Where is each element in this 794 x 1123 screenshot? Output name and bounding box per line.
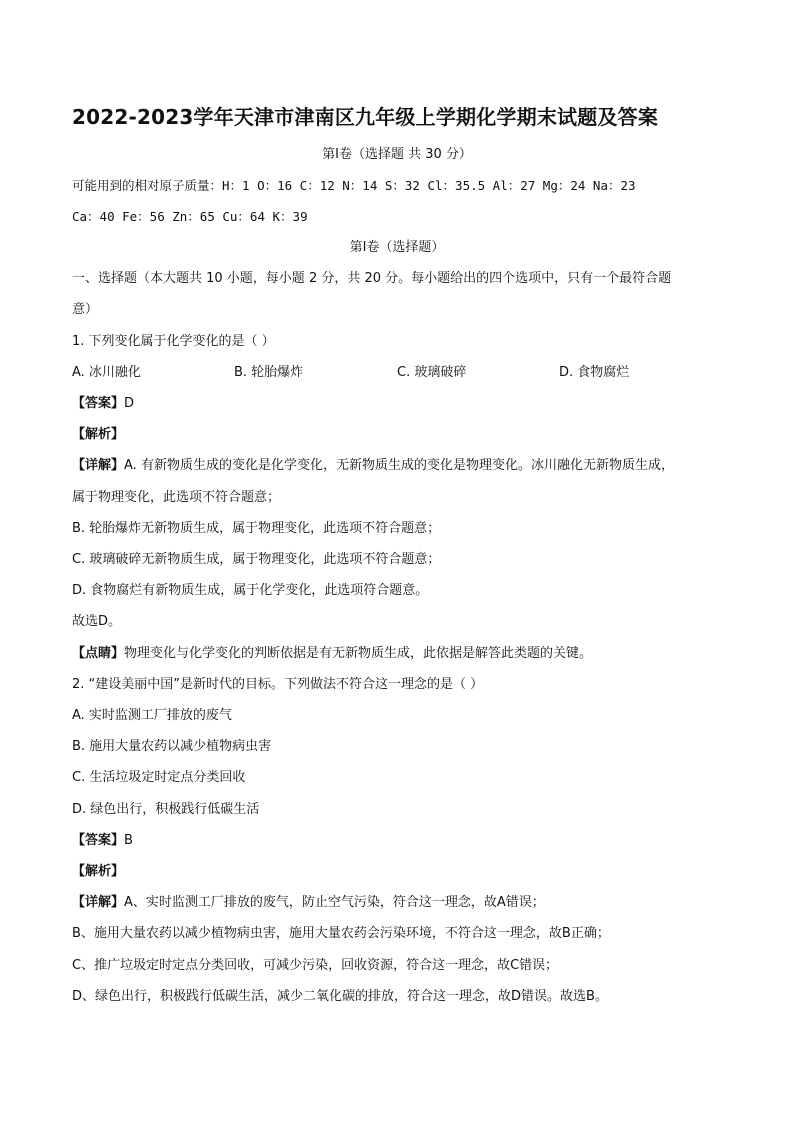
q2-detail-line-1 <box>72 894 545 912</box>
q2-option-c: C. 生活垃圾定时定点分类回收 <box>72 770 246 785</box>
q2-answer <box>72 832 133 850</box>
q1-option-b: B. 轮胎爆炸 <box>234 365 304 380</box>
q1-detail-line-6: 故选D。 <box>72 614 122 629</box>
q1-detail-line-3: B. 轮胎爆炸无新物质生成，属于物理变化，此选项不符合题意； <box>72 521 441 536</box>
q1-analysis-tag: 【解析】 <box>72 427 125 442</box>
q2-analysis-tag: 【解析】 <box>72 864 125 879</box>
q1-detail-line-5: D. 食物腐烂有新物质生成，属于化学变化，此选项符合题意。 <box>72 583 429 598</box>
q2-detail-text-1: A、实时监测工厂排放的废气，防止空气污染，符合这一理念，故A错误； <box>124 895 545 910</box>
q1-answer-value: D <box>124 396 135 411</box>
q1-detail-line-1 <box>72 457 674 475</box>
q2-detail-line-3: C、推广垃圾定时定点分类回收，可减少污染，回收资源，符合这一理念，故C错误； <box>72 958 559 973</box>
atomic-masses-line-1: 可能用到的相对原子质量：H：1 O：16 C：12 N：14 S：32 Cl：35.5 Al：27 Mg：24 Na：23 <box>72 178 636 193</box>
section-intro-line-1: 一、选择题（本大题共 10 小题，每小题 2 分，共 20 分。每小题给出的四个选项中，只有一个最符合题 <box>72 271 672 286</box>
q1-option-d: D. 食物腐烂 <box>559 365 630 380</box>
document-title: 2022-2023学年天津市津南区九年级上学期化学期末试题及答案 <box>72 105 659 129</box>
q2-detail-tag: 【详解】 <box>72 895 125 910</box>
q2-answer-value: B <box>124 833 133 848</box>
section-intro-line-2: 意） <box>72 302 99 317</box>
q2-detail-line-4: D、绿色出行，积极践行低碳生活，减少二氧化碳的排放，符合这一理念，故D错误。故选B。 <box>72 989 608 1004</box>
q2-detail-line-2: B、施用大量农药以减少植物病虫害，施用大量农药会污染环境，不符合这一理念，故B正确； <box>72 926 610 941</box>
q1-answer-tag: 【答案】 <box>72 396 125 411</box>
q1-option-c: C. 玻璃破碎 <box>397 365 467 380</box>
q1-detail-line-2: 属于物理变化，此选项不符合题意； <box>72 490 281 505</box>
q2-stem: 2. “建设美丽中国”是新时代的目标。下列做法不符合这一理念的是（ ） <box>72 677 484 692</box>
q1-detail-tag: 【详解】 <box>72 458 125 473</box>
volume-header: 第Ⅰ卷（选择题 共 30 分） <box>322 147 472 162</box>
q2-option-b: B. 施用大量农药以减少植物病虫害 <box>72 739 272 754</box>
q1-detail-line-4: C. 玻璃破碎无新物质生成，属于物理变化，此选项不符合题意； <box>72 552 441 567</box>
q2-option-a: A. 实时监测工厂排放的废气 <box>72 708 232 723</box>
q2-option-d: D. 绿色出行，积极践行低碳生活 <box>72 802 260 817</box>
q1-option-a: A. 冰川融化 <box>72 365 141 380</box>
q1-answer <box>72 395 134 413</box>
atomic-masses-line-2: Ca：40 Fe：56 Zn：65 Cu：64 K：39 <box>72 209 308 224</box>
q2-answer-tag: 【答案】 <box>72 833 125 848</box>
q1-note-text: 物理变化与化学变化的判断依据是有无新物质生成，此依据是解答此类题的关键。 <box>124 646 593 661</box>
q1-detail-text-1: A. 有新物质生成的变化是化学变化，无新物质生成的变化是物理变化。冰川融化无新物质生成， <box>124 458 674 473</box>
q1-stem: 1. 下列变化属于化学变化的是（ ） <box>72 334 275 349</box>
q1-note-tag: 【点睛】 <box>72 646 125 661</box>
volume-header-2: 第Ⅰ卷（选择题） <box>349 240 445 255</box>
q1-note-line <box>72 645 592 663</box>
